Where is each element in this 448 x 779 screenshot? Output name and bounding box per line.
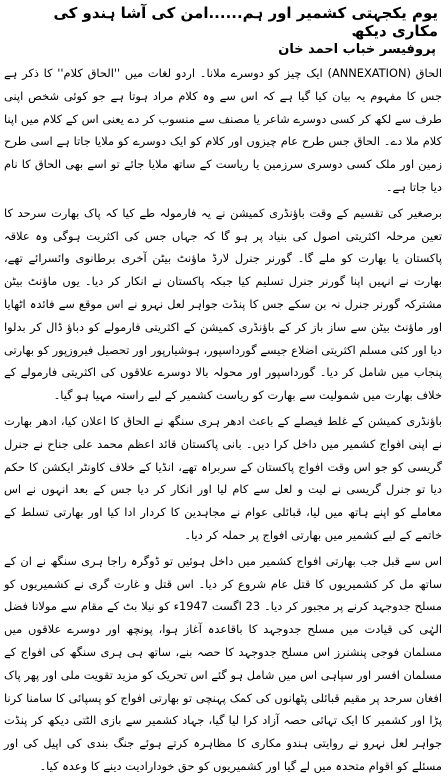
article-paragraph: الحاق (ANNEXATION) ایک چیز کو دوسرے ملانا۔ اردو لغات میں ''الحاق کلام'' کا ذکر ہے جس کا مفہوم یہ بیان کیا گیا ہے کہ اس سے وہ کلام مراد ہوتا ہے جو کوئی شخص اپنی طرف سے لکھ کر کسی دوسرے شاعر یا مصنف سے منسوب کر دے یعنی اس کے کلام میں اپنا کلام ملا دے۔ الحاق جس طرح عام چیزوں اور کلام کو ایک دوسرے کو ملایا جاتا ہے اسی طرح زمین اور ملک کسی دوسری سرزمین یا ریاست کے ساتھ ملایا جائے تو اسے بھی الحاق کا نام دیا جاتا ہے۔ [4,66,442,194]
article-paragraph: اس سے قبل جب بھارتی افواج کشمیر میں داخل ہوئیں تو ڈوگرہ راجا ہری سنگھ نے ان کے ساتھ مل کر کشمیریوں کا قتل عام شروع کر دیا۔ اس قتل و غارت گری نے کشمیریوں کو مسلح جدوجہد کرنے پر مجبور کر دیا۔ 23 اگست 1947ء کو نیلا بٹ کے مقام سے مولانا فضل الہٰی کی قیادت میں مسلح جدوجہد کا باقاعدہ آغاز ہوا، پونچھ اور دوسرے علاقوں میں مسلمان فوجی پنشنرز اس مسلح جدوجہد کا حصہ بنے، ساتھ ہی ہری سنگھ کی افواج کے مسلمان افسر اور سپاہی اس میں شامل ہو گئے اس تحریک کو مزید تقویت ملی اور پھر پاک افغان سرحد پر مقیم قبائلی پٹھانوں کی کمک پہنچی تو بھارتی افواج کو پسپائی کا سامنا کرنا پڑا اور کشمیر کا ایک تہائی حصہ آزاد کرا لیا گیا، جہاد کشمیر سے بازی الٹتی دیکھ کر پنڈت جواہر لعل نہرو نے روایتی ہندو مکاری کا مظاہرہ کرتے ہوئے جنگ بندی کی اپیل کی اور مسئلے کو اقوام متحدہ میں لے گیا اور کشمیریوں کو حق خودارادیت دینے کا وعدہ کیا۔ [4,553,442,773]
article-body [4,62,442,778]
article-title: یوم یکجہتی کشمیر اور ہم......امن کی آشا ہندو کی مکاری دیکھ [53,4,438,40]
article-paragraph: باؤنڈری کمیشن کے غلط فیصلے کے باعث ادھر ہری سنگھ نے الحاق کا اعلان کیا، ادھر بھارت نے اپنی افواج کشمیر میں داخل کرا دیں۔ بانی پاکستان قائد اعظم محمد علی جناح نے جنرل گریسی کو جو اس وقت افواج پاکستان کے سربراہ تھے، انڈیا کے خلاف کاونٹر ایکشن کا حکم دیا تو جنرل گریسی نے لیت و لعل سے کام لیا اور انکار کر دیا جس کے بعد انہوں نے اس معاملے کو اپنے ہاتھ میں لیا، قبائلی عوام نے مجاہدین کا کردار ادا کیا اور بھارتی تسلط کے خاتمے کے لیے کشمیر میں بھارتی افواج پر حملہ کر دیا۔ [4,413,442,542]
article-author: پروفیسر خباب احمد خان [278,42,436,57]
article-paragraph: برصغیر کی تقسیم کے وقت باؤنڈری کمیشن نے یہ فارمولہ طے کیا کہ پاک بھارت سرحد کا تعین مرحلہ اکثریتی اصول کی بنیاد پر ہو گا کہ جہاں جس کی اکثریت ہوگی وہ علاقہ پاکستان یا بھارت کو ملے گا۔ گورنر جنرل لارڈ ماؤنٹ بیٹن آخری برطانوی وائسرائے تھے، بھارت نے انہیں اپنا گورنر جنرل تسلیم کیا جبکہ پاکستان نے انکار کر دیا۔ یوں ماؤنٹ بیٹن مشترکہ گورنر جنرل نہ بن سکے جس کا پنڈت جواہر لعل نہرو نے اس موقع سے فائدہ اٹھایا اور ماؤنٹ بیٹن سے ساز باز کر کے باؤنڈری کمیشن کے اکثریتی فارمولے کو دباؤ ڈال کر بدلوا دیا اور کئی مسلم اکثریتی اضلاع جیسے گورداسپور، ہوشیارپور اور تحصیل فیروزپور کو بھارتی پنجاب میں شامل کر دیا۔ گورداسپور اور محولہ بالا دوسرے علاقوں کی اکثریتی فارمولے کے خلاف بھارت میں شمولیت سے بھارت کو ریاست کشمیر کے لیے راستہ مہیا ہو گیا۔ [4,205,442,403]
